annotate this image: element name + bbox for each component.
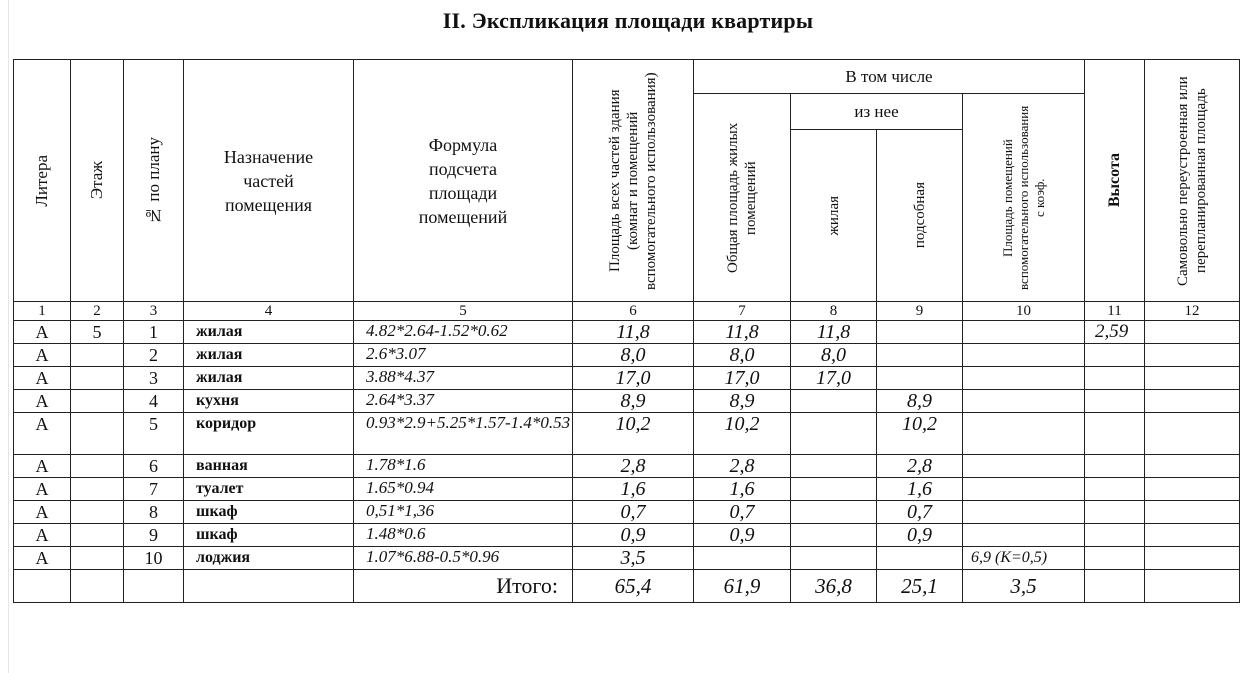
- cell-podsobnaya: 10,2: [877, 413, 963, 455]
- table-row: [14, 344, 1240, 367]
- cell-litera: А: [14, 413, 71, 455]
- cell-etazh: [71, 524, 124, 547]
- table-row: [14, 547, 1240, 570]
- cell-no: 1: [124, 321, 184, 344]
- totals-total: 65,4: [573, 570, 694, 603]
- cell-obshaya: 0,7: [694, 501, 791, 524]
- cell-name: туалет: [184, 478, 354, 501]
- cell-vspom: [963, 390, 1085, 413]
- cell-litera: А: [14, 478, 71, 501]
- column-number: 10: [963, 302, 1085, 321]
- table-row: [14, 367, 1240, 390]
- cell-litera: А: [14, 547, 71, 570]
- header-vspom: Площадь помещений вспомогательного использования с коэф.: [963, 94, 1085, 302]
- column-number: 5: [354, 302, 573, 321]
- cell-vysota: [1085, 478, 1145, 501]
- cell-name: шкаф: [184, 501, 354, 524]
- header-litera: Литера: [14, 60, 71, 302]
- totals-empty-cell: [14, 570, 71, 603]
- cell-litera: А: [14, 501, 71, 524]
- cell-no: 9: [124, 524, 184, 547]
- cell-samovolno: [1145, 367, 1240, 390]
- cell-vspom: [963, 478, 1085, 501]
- totals-empty-cell: [1085, 570, 1145, 603]
- table-row: [14, 501, 1240, 524]
- cell-zhilaya: [791, 390, 877, 413]
- cell-vysota: [1085, 390, 1145, 413]
- cell-vysota: [1085, 344, 1145, 367]
- cell-formula: 4.82*2.64-1.52*0.62: [354, 321, 573, 344]
- header-row-1: [14, 60, 1240, 94]
- cell-zhilaya: [791, 501, 877, 524]
- totals-empty-cell: [1145, 570, 1240, 603]
- totals-row: [14, 570, 1240, 603]
- cell-zhilaya: [791, 478, 877, 501]
- totals-vspom: 3,5: [963, 570, 1085, 603]
- column-number-row: [14, 302, 1240, 321]
- cell-no: 4: [124, 390, 184, 413]
- cell-formula: 2.64*3.37: [354, 390, 573, 413]
- cell-litera: А: [14, 321, 71, 344]
- cell-podsobnaya: 8,9: [877, 390, 963, 413]
- cell-podsobnaya: 0,7: [877, 501, 963, 524]
- header-formula: Формула подсчета площади помещений: [354, 60, 573, 302]
- cell-litera: А: [14, 344, 71, 367]
- cell-vysota: [1085, 524, 1145, 547]
- cell-no: 2: [124, 344, 184, 367]
- cell-litera: А: [14, 455, 71, 478]
- cell-total: 0,7: [573, 501, 694, 524]
- cell-name: коридор: [184, 413, 354, 455]
- cell-zhilaya: [791, 547, 877, 570]
- cell-samovolno: [1145, 501, 1240, 524]
- cell-name: кухня: [184, 390, 354, 413]
- cell-obshaya: [694, 547, 791, 570]
- cell-vysota: [1085, 367, 1145, 390]
- explication-table: [13, 59, 1240, 603]
- cell-obshaya: 17,0: [694, 367, 791, 390]
- column-number: 2: [71, 302, 124, 321]
- header-vysota: Высота: [1085, 60, 1145, 302]
- cell-podsobnaya: [877, 321, 963, 344]
- cell-vspom: [963, 367, 1085, 390]
- cell-zhilaya: 11,8: [791, 321, 877, 344]
- cell-vysota: [1085, 501, 1145, 524]
- cell-obshaya: 2,8: [694, 455, 791, 478]
- totals-zhilaya: 36,8: [791, 570, 877, 603]
- totals-empty-cell: [124, 570, 184, 603]
- totals-obshaya: 61,9: [694, 570, 791, 603]
- cell-no: 5: [124, 413, 184, 455]
- cell-formula: 3.88*4.37: [354, 367, 573, 390]
- cell-obshaya: 8,9: [694, 390, 791, 413]
- cell-vspom: [963, 524, 1085, 547]
- cell-total: 8,9: [573, 390, 694, 413]
- cell-etazh: [71, 367, 124, 390]
- header-zhilaya: жилая: [791, 130, 877, 302]
- table-row: [14, 478, 1240, 501]
- cell-formula: 2.6*3.07: [354, 344, 573, 367]
- cell-zhilaya: [791, 455, 877, 478]
- cell-podsobnaya: [877, 547, 963, 570]
- cell-vysota: [1085, 455, 1145, 478]
- cell-obshaya: 8,0: [694, 344, 791, 367]
- column-number: 1: [14, 302, 71, 321]
- cell-litera: А: [14, 367, 71, 390]
- column-number: 4: [184, 302, 354, 321]
- cell-etazh: [71, 478, 124, 501]
- cell-total: 0,9: [573, 524, 694, 547]
- header-obshaya: Общая площадь жилых помещений: [694, 94, 791, 302]
- cell-no: 6: [124, 455, 184, 478]
- cell-formula: 1.78*1.6: [354, 455, 573, 478]
- cell-vspom: [963, 501, 1085, 524]
- column-number: 9: [877, 302, 963, 321]
- cell-total: 10,2: [573, 413, 694, 455]
- cell-no: 10: [124, 547, 184, 570]
- table-row: [14, 455, 1240, 478]
- cell-zhilaya: [791, 524, 877, 547]
- cell-formula: 0.93*2.9+5.25*1.57-1.4*0.53: [354, 413, 573, 455]
- table-row: [14, 390, 1240, 413]
- header-v-tom-chisle: В том числе: [694, 60, 1085, 94]
- cell-samovolno: [1145, 524, 1240, 547]
- cell-etazh: [71, 413, 124, 455]
- header-ploshad-vseh: Площадь всех частей здания (комнат и помещений вспомогательного использования): [573, 60, 694, 302]
- cell-no: 3: [124, 367, 184, 390]
- cell-podsobnaya: 0,9: [877, 524, 963, 547]
- cell-etazh: 5: [71, 321, 124, 344]
- cell-vysota: 2,59: [1085, 321, 1145, 344]
- header-naznachenie: Назначение частей помещения: [184, 60, 354, 302]
- cell-samovolno: [1145, 390, 1240, 413]
- cell-total: 8,0: [573, 344, 694, 367]
- cell-litera: А: [14, 390, 71, 413]
- cell-total: 3,5: [573, 547, 694, 570]
- table-row: [14, 413, 1240, 455]
- cell-name: жилая: [184, 367, 354, 390]
- cell-formula: 1.48*0.6: [354, 524, 573, 547]
- cell-etazh: [71, 547, 124, 570]
- cell-formula: 1.07*6.88-0.5*0.96: [354, 547, 573, 570]
- cell-samovolno: [1145, 321, 1240, 344]
- cell-formula: 0,51*1,36: [354, 501, 573, 524]
- cell-litera: А: [14, 524, 71, 547]
- column-number: 8: [791, 302, 877, 321]
- cell-podsobnaya: 1,6: [877, 478, 963, 501]
- cell-zhilaya: 17,0: [791, 367, 877, 390]
- cell-samovolno: [1145, 344, 1240, 367]
- cell-name: жилая: [184, 344, 354, 367]
- cell-vspom: [963, 413, 1085, 455]
- cell-name: шкаф: [184, 524, 354, 547]
- cell-no: 7: [124, 478, 184, 501]
- cell-obshaya: 1,6: [694, 478, 791, 501]
- cell-podsobnaya: [877, 367, 963, 390]
- cell-total: 2,8: [573, 455, 694, 478]
- cell-podsobnaya: [877, 344, 963, 367]
- cell-obshaya: 11,8: [694, 321, 791, 344]
- cell-total: 11,8: [573, 321, 694, 344]
- cell-samovolno: [1145, 413, 1240, 455]
- cell-samovolno: [1145, 478, 1240, 501]
- totals-empty-cell: [71, 570, 124, 603]
- cell-samovolno: [1145, 547, 1240, 570]
- cell-vspom: [963, 321, 1085, 344]
- header-samovolno: Самовольно переустроенная или перепланированная площадь: [1145, 60, 1240, 302]
- cell-total: 17,0: [573, 367, 694, 390]
- cell-vysota: [1085, 547, 1145, 570]
- cell-podsobnaya: 2,8: [877, 455, 963, 478]
- cell-formula: 1.65*0.94: [354, 478, 573, 501]
- header-podsobnaya: подсобная: [877, 130, 963, 302]
- header-iz-nee: из нее: [791, 94, 963, 130]
- cell-vysota: [1085, 413, 1145, 455]
- cell-vspom: [963, 344, 1085, 367]
- document-title: II. Экспликация площади квартиры: [442, 8, 814, 33]
- cell-etazh: [71, 390, 124, 413]
- totals-empty-cell: [184, 570, 354, 603]
- cell-name: ванная: [184, 455, 354, 478]
- cell-vspom: [963, 455, 1085, 478]
- column-number: 3: [124, 302, 184, 321]
- cell-etazh: [71, 455, 124, 478]
- totals-label: Итого:: [354, 570, 573, 603]
- cell-name: лоджия: [184, 547, 354, 570]
- cell-etazh: [71, 501, 124, 524]
- rooms-body: [14, 321, 1240, 570]
- cell-vspom: 6,9 (К=0,5): [963, 547, 1085, 570]
- column-number: 12: [1145, 302, 1240, 321]
- cell-etazh: [71, 344, 124, 367]
- cell-obshaya: 0,9: [694, 524, 791, 547]
- totals-podsobnaya: 25,1: [877, 570, 963, 603]
- table-row: [14, 321, 1240, 344]
- cell-name: жилая: [184, 321, 354, 344]
- column-number: 7: [694, 302, 791, 321]
- cell-obshaya: 10,2: [694, 413, 791, 455]
- column-number: 11: [1085, 302, 1145, 321]
- cell-zhilaya: 8,0: [791, 344, 877, 367]
- cell-zhilaya: [791, 413, 877, 455]
- cell-samovolno: [1145, 455, 1240, 478]
- cell-no: 8: [124, 501, 184, 524]
- column-number: 6: [573, 302, 694, 321]
- table-row: [14, 524, 1240, 547]
- header-no-po-planu: № по плану: [124, 60, 184, 302]
- page-edge: [8, 0, 9, 673]
- header-etazh: Этаж: [71, 60, 124, 302]
- cell-total: 1,6: [573, 478, 694, 501]
